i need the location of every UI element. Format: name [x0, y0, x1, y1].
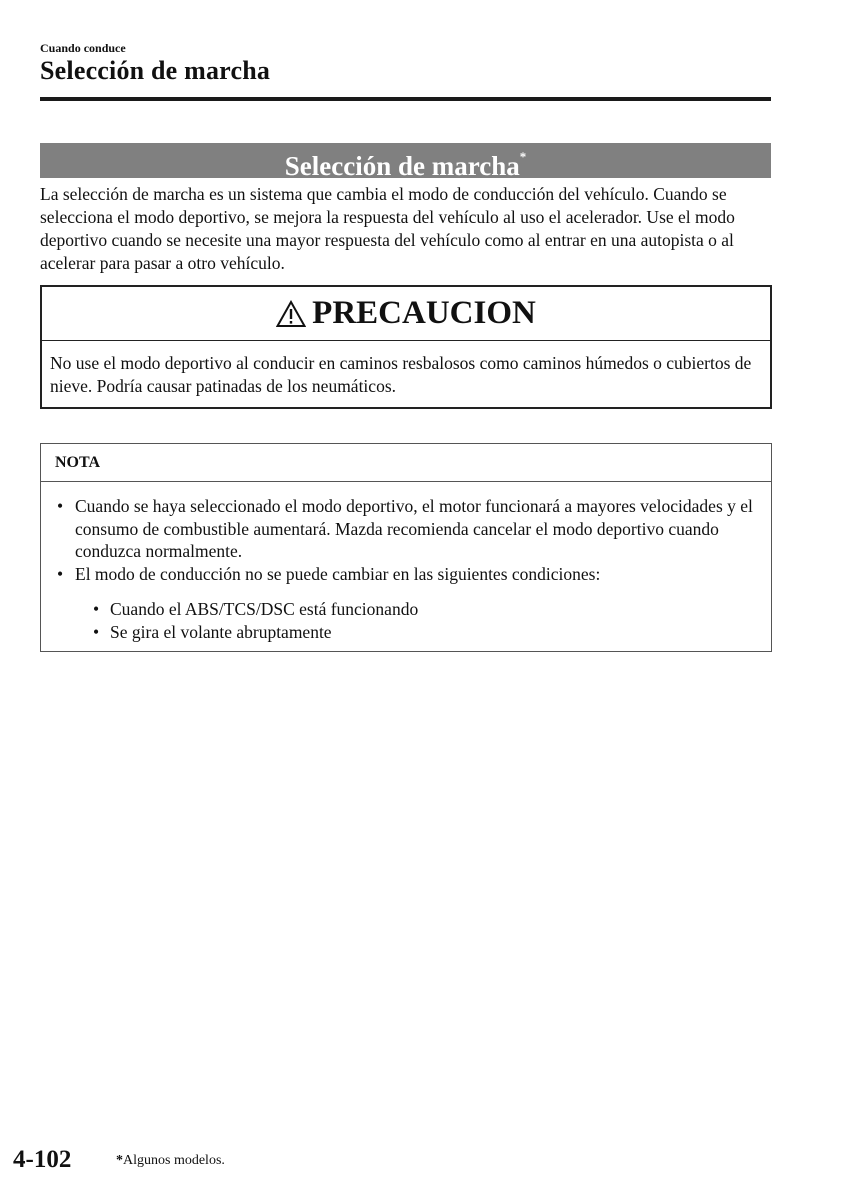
- footnote-text: Algunos modelos.: [123, 1153, 225, 1168]
- footnote: [116, 1153, 225, 1169]
- caution-header: [42, 287, 770, 341]
- caution-title: PRECAUCION: [312, 295, 536, 331]
- bullet-icon: •: [57, 496, 64, 516]
- note-box: [40, 443, 772, 652]
- sub-list-item-text: Se gira el volante abruptamente: [110, 622, 332, 642]
- models-marker: *: [519, 149, 527, 164]
- sub-list-item-text: Cuando el ABS/TCS/DSC está funcionando: [110, 599, 419, 619]
- sub-list-item: [93, 598, 771, 621]
- page-title: Selección de marcha: [40, 56, 271, 85]
- section-label: Cuando conduce: [40, 41, 126, 55]
- note-header: NOTA: [41, 444, 771, 482]
- list-item-text: Cuando se haya seleccionado el modo deportivo, el motor funcionará a mayores velocidades y el consumo de combustible aumentará. Mazda recomienda cancelar el modo deportivo cuando conduzca normalmente.: [75, 496, 753, 561]
- sub-list-item: [93, 621, 771, 644]
- list-item-text: El modo de conducción no se puede cambiar en las siguientes condiciones:: [75, 563, 601, 584]
- list-item: [57, 563, 771, 645]
- caution-box: [40, 285, 772, 409]
- section-title-band: [40, 143, 771, 181]
- bullet-icon: •: [57, 563, 64, 584]
- page-number: 4-102: [13, 1146, 72, 1173]
- note-list: [41, 482, 771, 644]
- sub-list: [75, 585, 771, 644]
- intro-paragraph: La selección de marcha es un sistema que cambia el modo de conducción del vehículo. Cuando se selecciona el modo deportivo, se mejora la respuesta del vehículo al uso el acelerador. Use el modo deportivo cuando se necesite una mayor respuesta del vehículo como al entrar en una autopista o al acelerar para pasar a otro vehículo.: [40, 184, 735, 273]
- list-item: [57, 495, 771, 563]
- bullet-icon: •: [93, 622, 100, 642]
- heading-divider: [40, 97, 771, 101]
- bullet-icon: •: [93, 599, 100, 619]
- footnote-marker: *: [116, 1153, 123, 1168]
- caution-text: No use el modo deportivo al conducir en caminos resbalosos como caminos húmedos o cubiertos de nieve. Podría causar patinadas de los neumáticos.: [50, 353, 752, 396]
- section-title: Selección de marcha: [284, 151, 520, 181]
- warning-triangle-icon: [276, 300, 306, 328]
